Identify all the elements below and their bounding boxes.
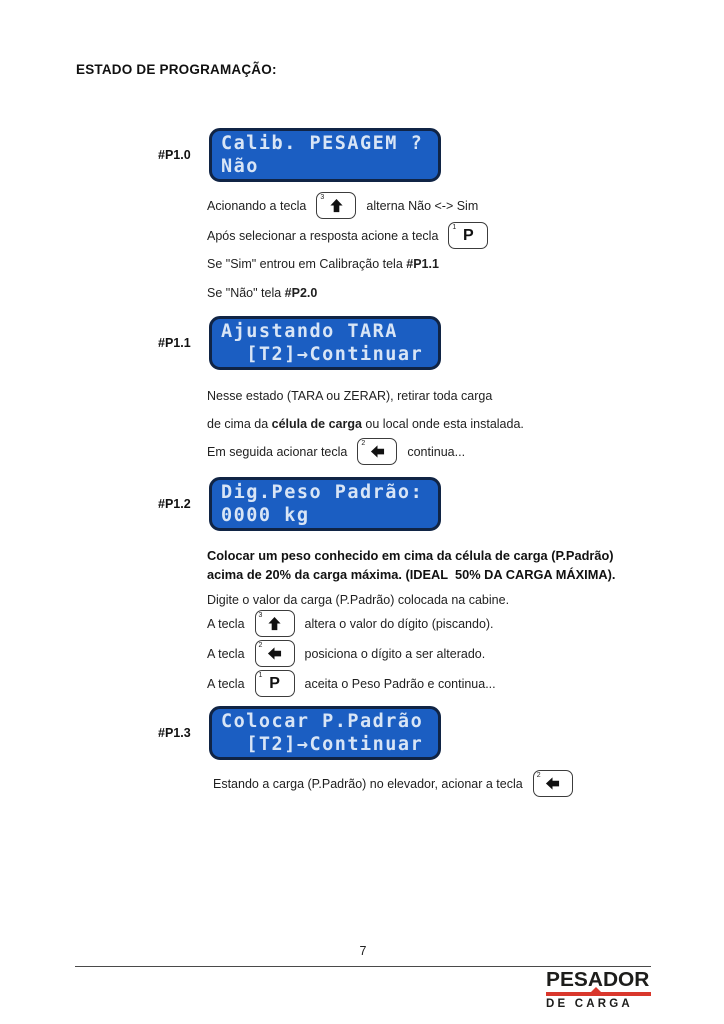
lcd-display-p1-3 — [209, 706, 441, 760]
lcd-line-1: Dig.Peso Padrão: — [221, 482, 424, 503]
left-key-number: 2 — [536, 771, 541, 779]
instruction-de-cima — [207, 417, 524, 431]
up-key — [316, 192, 356, 219]
left-key-number: 2 — [258, 641, 263, 649]
left-arrow-icon — [267, 646, 282, 661]
instruction-text: A tecla — [207, 676, 245, 691]
screen-label-p1-3: #P1.3 — [158, 726, 191, 740]
instruction-se-nao — [207, 286, 317, 300]
left-key — [533, 770, 573, 797]
instruction-text: Acionando a tecla — [207, 198, 307, 213]
left-arrow-icon — [545, 776, 560, 791]
screen-label-p1-2: #P1.2 — [158, 497, 191, 511]
up-key-number: 3 — [258, 611, 263, 619]
instruction-text: ou local onde esta instalada. — [361, 417, 524, 431]
instruction-tecla-p — [207, 670, 496, 697]
logo-wordmark-bottom: DE CARGA — [546, 997, 633, 1010]
up-key — [255, 610, 295, 637]
instruction-text: altera o valor do dígito (piscando). — [304, 616, 494, 631]
screen-row-p1-1 — [158, 316, 441, 370]
up-arrow-icon — [267, 616, 282, 631]
warning-line-1: Colocar um peso conhecido em cima da célula de carga (P.Padrão) — [207, 548, 614, 563]
instruction-text: de cima da — [207, 417, 272, 431]
instruction-text: alterna Não <-> Sim — [366, 198, 479, 213]
instruction-bold-text: célula de carga — [271, 417, 362, 431]
p-key-label: P — [463, 226, 474, 244]
p-key-number: 1 — [452, 223, 457, 231]
p-key-label: P — [269, 674, 280, 692]
lcd-line-1: Colocar P.Padrão — [221, 711, 424, 732]
screen-row-p1-3 — [158, 706, 441, 760]
lcd-line-2: Não — [221, 156, 259, 177]
screen-row-p1-0 — [158, 128, 441, 182]
lcd-line-1: Ajustando TARA — [221, 321, 398, 342]
screen-ref: #P1.1 — [406, 257, 439, 271]
instruction-acionando — [207, 192, 478, 219]
instruction-text: A tecla — [207, 646, 245, 661]
instruction-text: Se "Sim" entrou em Calibração tela — [207, 257, 407, 271]
lcd-line-2: 0000 kg — [221, 505, 310, 526]
lcd-line-2: [T2]→Continuar — [221, 734, 424, 755]
instruction-text: Em seguida acionar tecla — [207, 444, 348, 459]
screen-row-p1-2 — [158, 477, 441, 531]
page-number: 7 — [359, 944, 367, 958]
instruction-digite: Digite o valor da carga (P.Padrão) colocada na cabine. — [207, 593, 510, 607]
left-key — [255, 640, 295, 667]
instruction-text: Após selecionar a resposta acione a tecla — [207, 228, 439, 243]
instruction-estando — [213, 770, 573, 797]
lcd-line-1: Calib. PESAGEM ? — [221, 133, 424, 154]
up-arrow-icon — [329, 198, 344, 213]
warning-line-2: acima de 20% da carga máxima. (IDEAL 50% DA CARGA MÁXIMA). — [207, 567, 616, 582]
instruction-tecla-up — [207, 610, 494, 637]
p-key — [448, 222, 488, 249]
instruction-text: Estando a carga (P.Padrão) no elevador, acionar a tecla — [213, 776, 523, 791]
left-key-number: 2 — [361, 439, 366, 447]
logo-red-triangle-icon — [591, 987, 601, 992]
left-arrow-icon — [370, 444, 385, 459]
instruction-se-sim — [207, 257, 439, 271]
p-key-number: 1 — [258, 671, 263, 679]
instruction-em-seguida — [207, 438, 465, 465]
instruction-nesse-estado: Nesse estado (TARA ou ZERAR), retirar toda carga — [207, 389, 493, 403]
instruction-text: A tecla — [207, 616, 245, 631]
instruction-text: Se "Não" tela — [207, 286, 285, 300]
left-key — [357, 438, 397, 465]
screen-ref: #P2.0 — [284, 286, 318, 300]
footer-divider — [75, 966, 651, 967]
screen-label-p1-1: #P1.1 — [158, 336, 191, 350]
lcd-display-p1-0 — [209, 128, 441, 182]
lcd-display-p1-1 — [209, 316, 441, 370]
logo-red-bar — [546, 992, 651, 996]
instruction-text: aceita o Peso Padrão e continua... — [304, 676, 496, 691]
logo-wordmark-top: PESADOR — [546, 968, 650, 991]
screen-label-p1-0: #P1.0 — [158, 148, 191, 162]
lcd-line-2: [T2]→Continuar — [221, 344, 424, 365]
company-logo — [546, 968, 656, 1010]
instruction-text: continua... — [407, 444, 466, 459]
p-key — [255, 670, 295, 697]
lcd-display-p1-2 — [209, 477, 441, 531]
instruction-apos — [207, 222, 488, 249]
up-key-number: 3 — [320, 193, 325, 201]
instruction-tecla-left — [207, 640, 485, 667]
instruction-text: posiciona o dígito a ser alterado. — [304, 646, 486, 661]
page-title: ESTADO DE PROGRAMAÇÃO: — [76, 62, 277, 77]
